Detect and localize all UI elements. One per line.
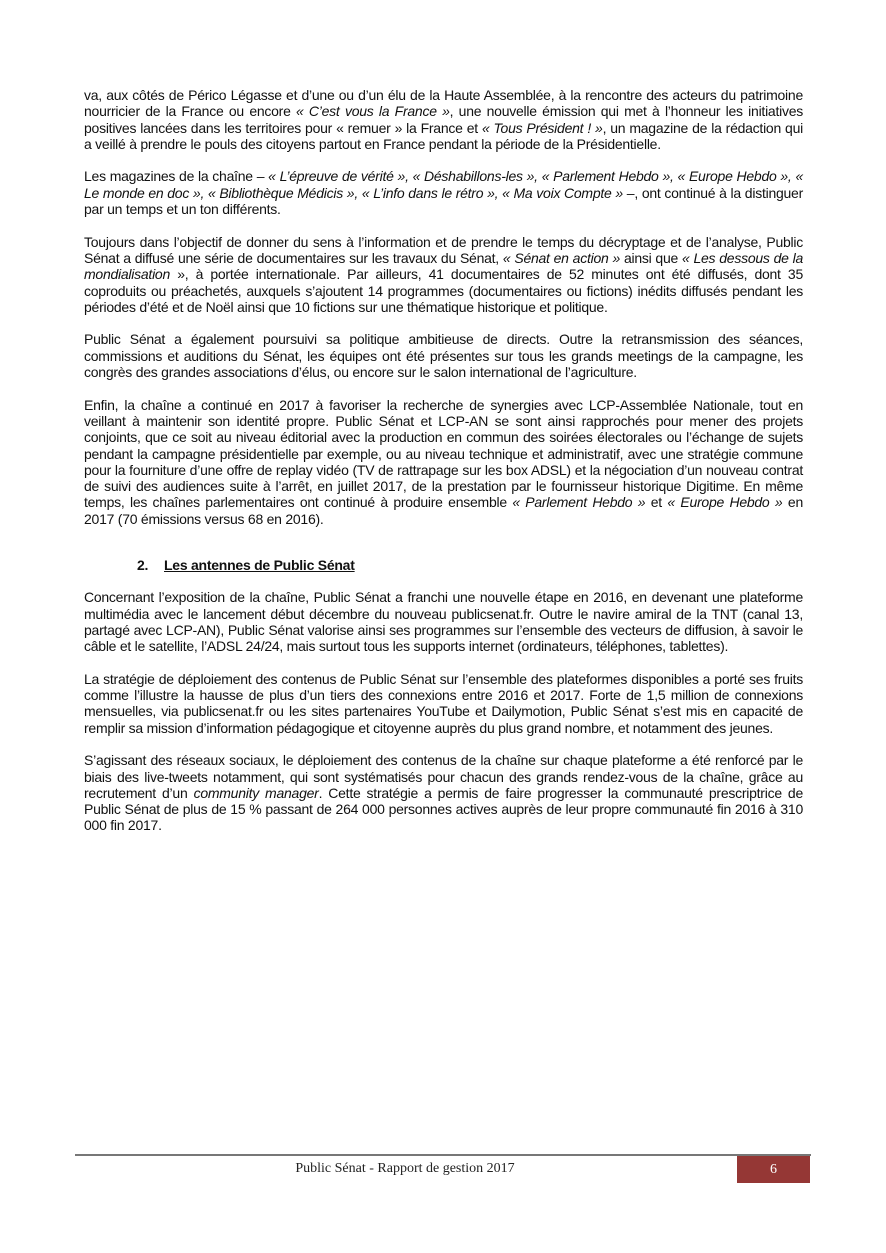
page-number: 6	[737, 1156, 810, 1183]
italic-text: « Europe Hebdo »	[667, 494, 783, 511]
italic-text: « Sénat en action »	[502, 249, 620, 266]
text-run: », à portée internationale. Par ailleurs, 41 documentaires de 52 minutes ont été diffusés, dont 35 coproduits ou préachetés, auxquels s’ajoutent 14 programmes (documentaires ou fictions) inédits diffusés pendant les périodes d’été et de Noël ainsi que 10 fictions sur une thématique historique et politique.	[84, 266, 803, 315]
paragraphs-after	[84, 589, 803, 833]
document-body	[84, 87, 803, 850]
paragraph	[84, 752, 803, 833]
text-run: La stratégie de déploiement des contenus de Public Sénat sur l’ensemble des plateformes disponibles a porté ses fruits comme l’illustre la hausse de plus d’un tiers des connexions entre 2016 et 2017. Forte de 1,5 million de connexions mensuelles, via publicsenat.fr ou les sites partenaires YouTube et Dailymotion, Public Sénat s’est mis en capacité de remplir sa mission d’information pédagogique et citoyenne auprès du plus grand nombre, et notamment des jeunes.	[84, 670, 803, 736]
text-run: et	[645, 494, 668, 511]
paragraph	[84, 234, 803, 315]
paragraph	[84, 168, 803, 217]
paragraph	[84, 87, 803, 152]
paragraph	[84, 589, 803, 654]
paragraph	[84, 331, 803, 380]
text-run: Les magazines de la chaîne –	[84, 168, 269, 185]
text-run: , un magazine de la rédaction qui a veillé à prendre le pouls des citoyens partout en France pendant la période de la Présidentielle.	[84, 119, 803, 152]
italic-text: « Tous Président ! »	[481, 119, 603, 136]
italic-text: « Parlement Hebdo »	[512, 494, 646, 511]
text-run: Concernant l’exposition de la chaîne, Public Sénat a franchi une nouvelle étape en 2016, en devenant une plateforme multimédia avec le lancement début décembre du nouveau publicsenat.fr. Outre le navire amiral de la TNT (canal 13, partagé avec LCP-AN), Public Sénat valorise ainsi ses programmes sur l’ensemble des vecteurs de diffusion, à savoir le câble et le satellite, l’ADSL 24/24, mais surtout tous les supports internet (ordinateurs, téléphones, tablettes).	[84, 589, 803, 655]
text-run: en 2017 (70 émissions versus 68 en 2016).	[84, 494, 803, 527]
italic-text: « C’est vous la France »	[296, 103, 450, 120]
text-run: –, ont continué à la distinguer par un temps et un ton différents.	[84, 184, 804, 218]
text-run: va, aux côtés de Périco Légasse et d’une ou d’un élu de la Haute Assemblée, à la rencontre des acteurs du patrimoine nourricier de la France ou encore	[84, 87, 803, 120]
section-number: 2.	[137, 557, 149, 574]
text-run: , une nouvelle émission qui met à l’honneur les initiatives positives lancées dans les territoires pour « remuer » la France et	[84, 103, 804, 136]
footer-text: Public Sénat - Rapport de gestion 2017	[295, 1161, 515, 1176]
italic-text: « Les dessous de la mondialisation	[84, 249, 804, 283]
text-run: Enfin, la chaîne a continué en 2017 à favoriser la recherche de synergies avec LCP-Assemblée Nationale, tout en veillant à maintenir son identité propre. Public Sénat et LCP-AN se sont ainsi rapprochés pour mener des projets conjoints, que ce soit au niveau éditorial avec la production en commun des soirées électorales ou l’échange de sujets pendant la campagne présidentielle par exemple, ou au niveau technique et administratif, avec une stratégie commune pour la fourniture d’une offre de replay vidéo (TV de rattrapage sur les box ADSL) et la négociation d’un nouveau contrat de suivi des audiences suite à l’arrêt, en juillet 2017, de la prestation par le fournisseur historique Digitime. En même temps, les chaînes parlementaires ont continué à produire ensemble	[84, 396, 803, 511]
paragraphs-before	[84, 87, 803, 527]
section-title: Les antennes de Public Sénat	[164, 557, 355, 574]
paragraph	[84, 397, 803, 527]
text-run: Public Sénat a également poursuivi sa politique ambitieuse de directs. Outre la retransmission des séances, commissions et auditions du Sénat, les équipes ont été présentes sur tous les grands meetings de la campagne, les congrès des grandes associations d’élus, ou encore sur le salon international de l’agriculture.	[84, 331, 803, 381]
text-run: S’agissant des réseaux sociaux, le déploiement des contenus de la chaîne sur chaque plateforme a été renforcé par le biais des live-tweets notamment, qui sont systématisés pour chacun des grands rendez-vous de la chaîne, grâce au recrutement d’un	[84, 752, 803, 801]
text-run: Toujours dans l’objectif de donner du sens à l’information et de prendre le temps du décryptage et de l’analyse, Public Sénat a diffusé une série de documentaires sur les travaux du Sénat,	[84, 233, 803, 266]
footer-rule	[75, 1154, 811, 1156]
italic-text: « L’épreuve de vérité », « Déshabillons-les », « Parlement Hebdo », « Europe Hebdo », « Le monde en doc », « Bibliothèque Médicis », « L’info dans le rétro », « Ma voix Compte »	[84, 168, 804, 201]
italic-text: community manager	[193, 784, 319, 801]
section-heading	[84, 557, 803, 573]
text-run: . Cette stratégie a permis de faire progresser la communauté prescriptrice de Public Sénat de plus de 15 % passant de 264 000 personnes actives auprès de leur propre communauté fin 2016 à 310 000 fin 2017.	[84, 784, 804, 834]
paragraph	[84, 671, 803, 736]
text-run: ainsi que	[620, 249, 682, 266]
